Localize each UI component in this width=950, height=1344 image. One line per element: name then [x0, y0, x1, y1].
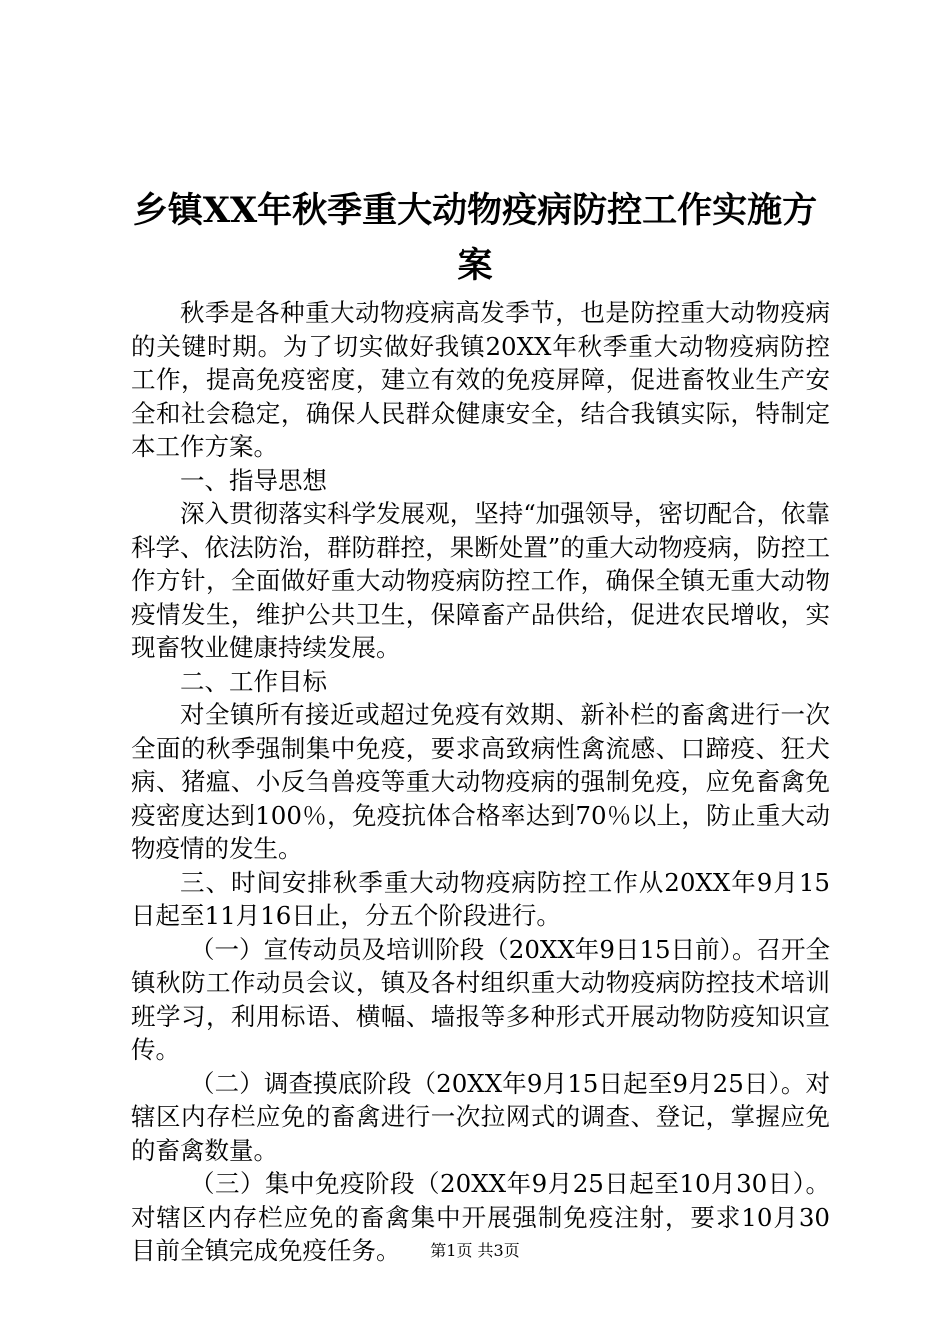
paragraph-intro: 秋季是各种重大动物疫病高发季节，也是防控重大动物疫病的关键时期。为了切实做好我镇20XX年秋季重大动物疫病防控工作，提高免疫密度，建立有效的免疫屏障，促进畜牧业生产安全和社会稳定，确保人民群众健康安全，结合我镇实际，特制定本工作方案。: [131, 298, 830, 461]
paragraph-stage-1: （一）宣传动员及培训阶段（20XX年9日15日前）。召开全镇秋防工作动员会议，镇及各村组织重大动物疫病防控技术培训班学习，利用标语、横幅、墙报等多种形式开展动物防疫知识宣传。: [131, 934, 830, 1064]
section-heading-work-goal: 二、工作目标: [180, 666, 327, 696]
paragraph-stage-3: （三）集中免疫阶段（20XX年9月25日起至10月30日）。对辖区内存栏应免的畜禽集中开展强制免疫注射，要求10月30目前全镇完成免疫任务。: [131, 1169, 830, 1265]
paragraph-work-goal: 对全镇所有接近或超过免疫有效期、新补栏的畜禽进行一次全面的秋季强制集中免疫，要求高致病性禽流感、口蹄疫、狂犬病、猪瘟、小反刍兽疫等重大动物疫病的强制免疫，应免畜禽免疫密度达到100％，免疫抗体合格率达到70％以上，防止重大动物疫情的发生。: [131, 700, 830, 863]
paragraph-stage-2: （二）调查摸底阶段（20XX年9月15日起至9月25日）。对辖区内存栏应免的畜禽进行一次拉网式的调查、登记，掌握应免的畜禽数量。: [131, 1068, 830, 1165]
section-heading-guiding-thought: 一、指导思想: [180, 465, 327, 495]
paragraph-guiding-thought: 深入贯彻落实科学发展观，坚持“加强领导，密切配合，依靠科学、依法防治，群防群控，果断处置”的重大动物疫病，防控工作方针，全面做好重大动物疫病防控工作，确保全镇无重大动物疫情发生，维护公共卫生，保障畜产品供给，促进农民增收，实现畜牧业健康持续发展。: [131, 499, 830, 662]
document-title-line-1: 乡镇XX年秋季重大动物疫病防控工作实施方: [132, 190, 818, 231]
document-title-line-2: 案: [457, 245, 493, 286]
paragraph-time-schedule: 三、时间安排秋季重大动物疫病防控工作从20XX年9月15日起至11月16日止，分五个阶段进行。: [131, 867, 830, 930]
page-footer: 第1页 共3页: [430, 1241, 520, 1260]
document-body: [131, 296, 830, 1268]
